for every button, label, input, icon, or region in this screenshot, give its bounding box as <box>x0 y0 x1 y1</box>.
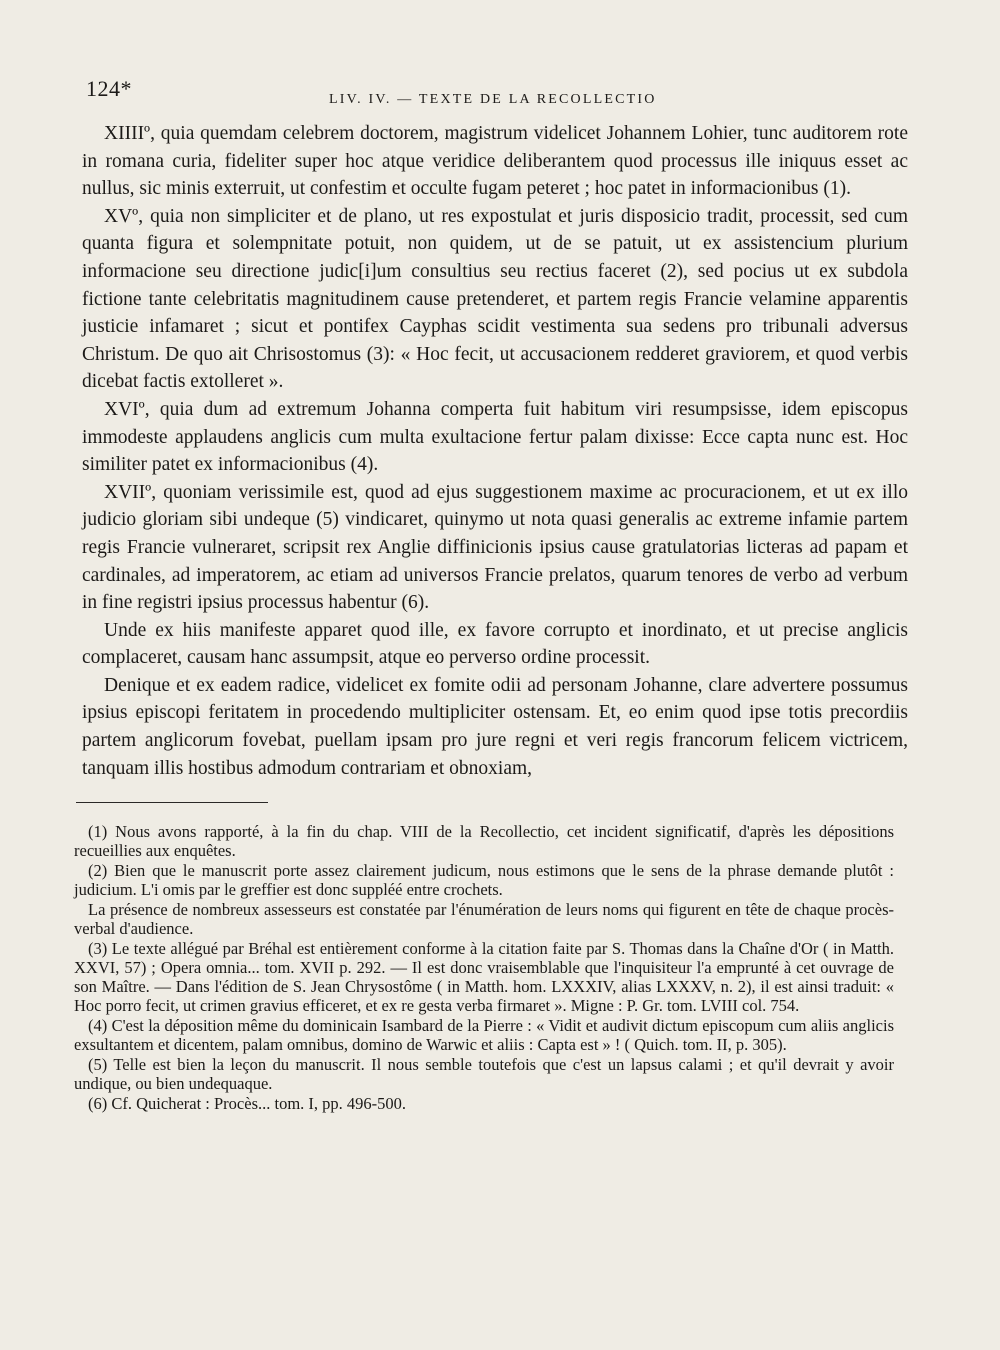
paragraph-denique: Denique et ex eadem radice, videlicet ex fomite odii ad personam Johanne, clare advertere possumus ipsius episcopi feritatem in procedendo multipliciter ostensam. Et, eo enim quod ipse totis precordiis partem anglicorum fovebat, puellam ipsam pro jure regni et veri regis francorum felicem victricem, tanquam illis hostibus admodum contrariam et obnoxiam, <box>82 674 908 779</box>
footnote-2-continued: La présence de nombreux assesseurs est constatée par l'énumération de leurs noms qui figurent en tête de chaque procès-verbal d'audience. <box>74 900 894 938</box>
footnote-6: (6) Cf. Quicherat : Procès... tom. I, pp. 496-500. <box>88 1094 407 1113</box>
footnote-separator <box>76 802 268 803</box>
paragraph-xiiii: XIIIIº, quia quemdam celebrem doctorem, magistrum videlicet Johannem Lohier, tunc auditorem rote in romana curia, fideliter super hoc atque veridice deliberantem quod processus ille iniquus esset ac nullus, sic minis exterruit, ut confestim et occulte fugam peteret ; hoc patet in informacionibus (1). <box>82 123 908 200</box>
footnote-2: (2) Bien que le manuscrit porte assez clairement judicum, nous estimons que le sens de la phrase demande plutôt : judicium. L'i omis par le greffier est donc suppléé entre crochets. <box>74 861 894 899</box>
main-text <box>82 120 908 782</box>
footnotes <box>74 822 894 1114</box>
footnote-4: (4) C'est la déposition même du dominicain Isambard de la Pierre : « Vidit et audivit dictum episcopum cum aliis anglicis exsultantem et dicentem, palam omnibus, domino de Warwic et aliis : Capta est » ! ( Quich. tom. II, p. 305). <box>74 1016 894 1054</box>
running-title: LIV. IV. — TEXTE DE LA RECOLLECTIO <box>329 92 657 107</box>
paragraph-xvi: XVIº, quia dum ad extremum Johanna comperta fuit habitum viri resumpsisse, idem episcopus immodeste applaudens anglicis cum multa exultacione fertur palam dixisse: Ecce capta nunc est. Hoc similiter patet ex informacionibus (4). <box>82 398 908 476</box>
footnote-3: (3) Le texte allégué par Bréhal est entièrement conforme à la citation faite par S. Thomas dans la Chaîne d'Or ( in Matth. XXVI, 57) ; Opera omnia... tom. XVII p. 292. — Il est donc vraisemblable que l'inquisiteur l'a emprunté à cet ouvrage de son Maître. — Dans l'édition de S. Jean Chrysostôme ( in Matth. hom. LXXXIV, alias LXXXV, n. 2), il est ainsi traduit: « Hoc porro fecit, ut crimen gravius efficeret, et ex re gesta verba firmaret ». Migne : P. Gr. tom. LVIII col. 754. <box>74 939 894 1015</box>
page-header <box>84 74 914 114</box>
footnote-1: (1) Nous avons rapporté, à la fin du chap. VIII de la Recollectio, cet incident significatif, d'après les dépositions recueillies aux enquêtes. <box>74 822 894 860</box>
paragraph-xvii: XVIIº, quoniam verissimile est, quod ad ejus suggestionem maxime ac procuracionem, et ut ex illo judicio gloriam sibi undeque (5) vindicaret, quinymo ut nota quasi generalis ac extreme infamie partem regis Francie vulneraret, scripsit rex Anglie diffinicionis ipsius cause gratulatorias licteras ad papam et cardinales, ad imperatorem, ac etiam ad universos Francie prelatos, quarum tenores de verbo ad verbum in fine registri ipsius processus habentur (6). <box>82 481 908 614</box>
page-number: 124* <box>86 76 132 101</box>
footnote-5: (5) Telle est bien la leçon du manuscrit. Il nous semble toutefois que c'est un lapsus calami ; et qu'il devrait y avoir undique, ou bien undequaque. <box>74 1055 894 1093</box>
paragraph-xv: XVº, quia non simpliciter et de plano, ut res expostulat et juris disposicio tradit, processit, sed cum quanta figura et solempnitate potuit, non quidem, ut de se patuit, ut ex assistencium plurium informacione seu directione judic[i]um consultius seu rectius faceret (2), sed pocius ut ex subdola fictione tante celebritatis magnitudinem cause pretenderet, et partem regis Francie velamine apparentis justicie infamaret ; sicut et pontifex Cayphas scidit vestimenta sua sedens pro tribunali adversus Christum. De quo ait Chrisostomus (3): « Hoc fecit, ut accusacionem redderet graviorem, et quod verbis dicebat factis extolleret ». <box>82 205 908 393</box>
paragraph-unde: Unde ex hiis manifeste apparet quod ille, ex favore corrupto et inordinato, et ut precise anglicis complaceret, causam hanc assumpsit, atque eo perverso ordine processit. <box>82 619 908 669</box>
